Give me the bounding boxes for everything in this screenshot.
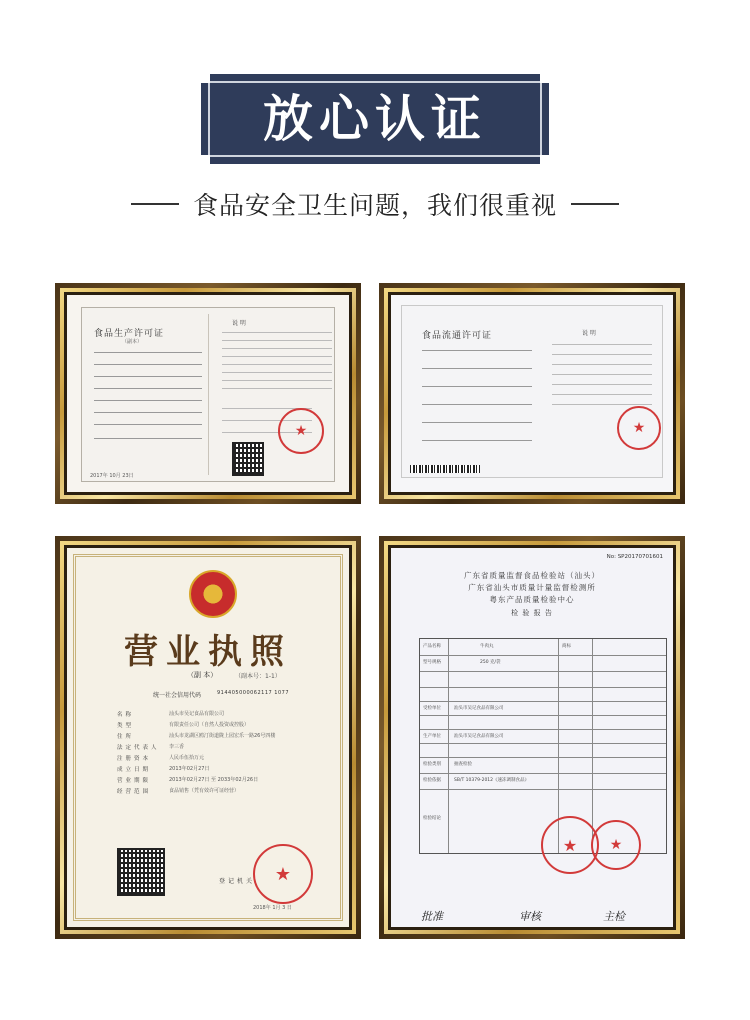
subtitle-row <box>0 184 750 224</box>
approver-signature: 批准 <box>421 910 443 923</box>
license-field-row: 法定代表人 李三香 <box>117 744 185 751</box>
official-seal-icon: ★ <box>591 820 641 870</box>
inspector-signature: 主检 <box>603 910 625 923</box>
subtitle-right-rule <box>571 203 619 205</box>
report-heading-1: 广东省质量监督食品检验站（汕头） <box>464 571 600 580</box>
food-circulation-license-title: 食品流通许可证 <box>422 331 493 341</box>
license-field-row: 注册资本 人民币伍拾万元 <box>117 755 205 762</box>
business-license-image[interactable] <box>55 536 361 939</box>
food-production-license-title: 食品生产许可证 <box>94 329 165 339</box>
qr-code-icon <box>232 442 264 476</box>
license-field-row: 营业期限 2013年02月27日 至 2033年02月26日 <box>117 777 259 784</box>
page-subtitle: 食品安全卫生问题，我们很重视 <box>192 191 557 220</box>
subtitle-left-rule <box>131 203 179 205</box>
license-field-row: 住所 汕头市龙湖区鸥汀街道陇上园宏乐一路26号四楼 <box>117 733 276 740</box>
title-banner <box>201 74 549 164</box>
national-emblem-icon <box>189 570 237 618</box>
business-license-date: 2018年 1月 3 日 <box>253 905 292 911</box>
license-field-row: 经营范围 食品销售（凭有效许可证经营） <box>117 788 240 795</box>
food-production-license-image[interactable] <box>55 283 361 504</box>
license-field-row: 成立日期 2013年02月27日 <box>117 766 210 773</box>
license-field-row: 名称 汕头市吴记食品有限公司 <box>117 711 225 718</box>
official-seal-icon: ★ <box>278 408 324 454</box>
credit-code-label: 统一社会信用代码 <box>153 692 202 699</box>
qr-code-icon <box>117 848 165 896</box>
inspection-report-image[interactable] <box>379 536 685 939</box>
food-circulation-license-image[interactable] <box>379 283 685 504</box>
food-production-license-copy-mark: （副本） <box>122 339 143 345</box>
page-title: 放心认证 <box>263 90 487 148</box>
registration-authority: 登记机关 <box>219 878 256 885</box>
business-license-fields <box>117 708 327 796</box>
report-heading-3: 粤东产品质量检验中心 <box>489 595 575 604</box>
official-seal-icon: ★ <box>617 406 661 450</box>
official-seal-icon: ★ <box>253 844 313 904</box>
license-field-row: 类型 有限责任公司（自然人投资或控股） <box>117 722 250 729</box>
report-heading-4: 检 验 报 告 <box>511 609 553 617</box>
official-seal-icon: ★ <box>541 816 599 874</box>
reviewer-signature: 审核 <box>519 910 541 923</box>
food-circulation-license-explain: 说 明 <box>582 330 596 337</box>
business-license-copy-label: （副 本） <box>187 671 218 679</box>
food-production-license-date: 2017年 10月 23日 <box>90 473 134 479</box>
report-number: No: SP20170701601 <box>606 554 663 560</box>
food-production-license-explain: 说 明 <box>232 320 246 327</box>
business-license-copy-number: （副本号：1-1） <box>235 673 281 680</box>
barcode-icon <box>410 465 480 473</box>
business-license-title: 营业执照 <box>124 632 292 672</box>
report-heading-2: 广东省汕头市质量计量监督检测所 <box>468 583 596 592</box>
inspection-table: 产品名称 牛肉丸 商标 型号规格 250 克/袋 受检单位 汕头市吴记食品有限公司 生产单位 汕头市吴记食品有限公司 检验类别 抽查检验 检验依据 SB/T 10379-2012《速冻调制食品》 检验结论 <box>419 638 667 854</box>
credit-code-value: 914405000062117 1077 <box>217 690 290 696</box>
